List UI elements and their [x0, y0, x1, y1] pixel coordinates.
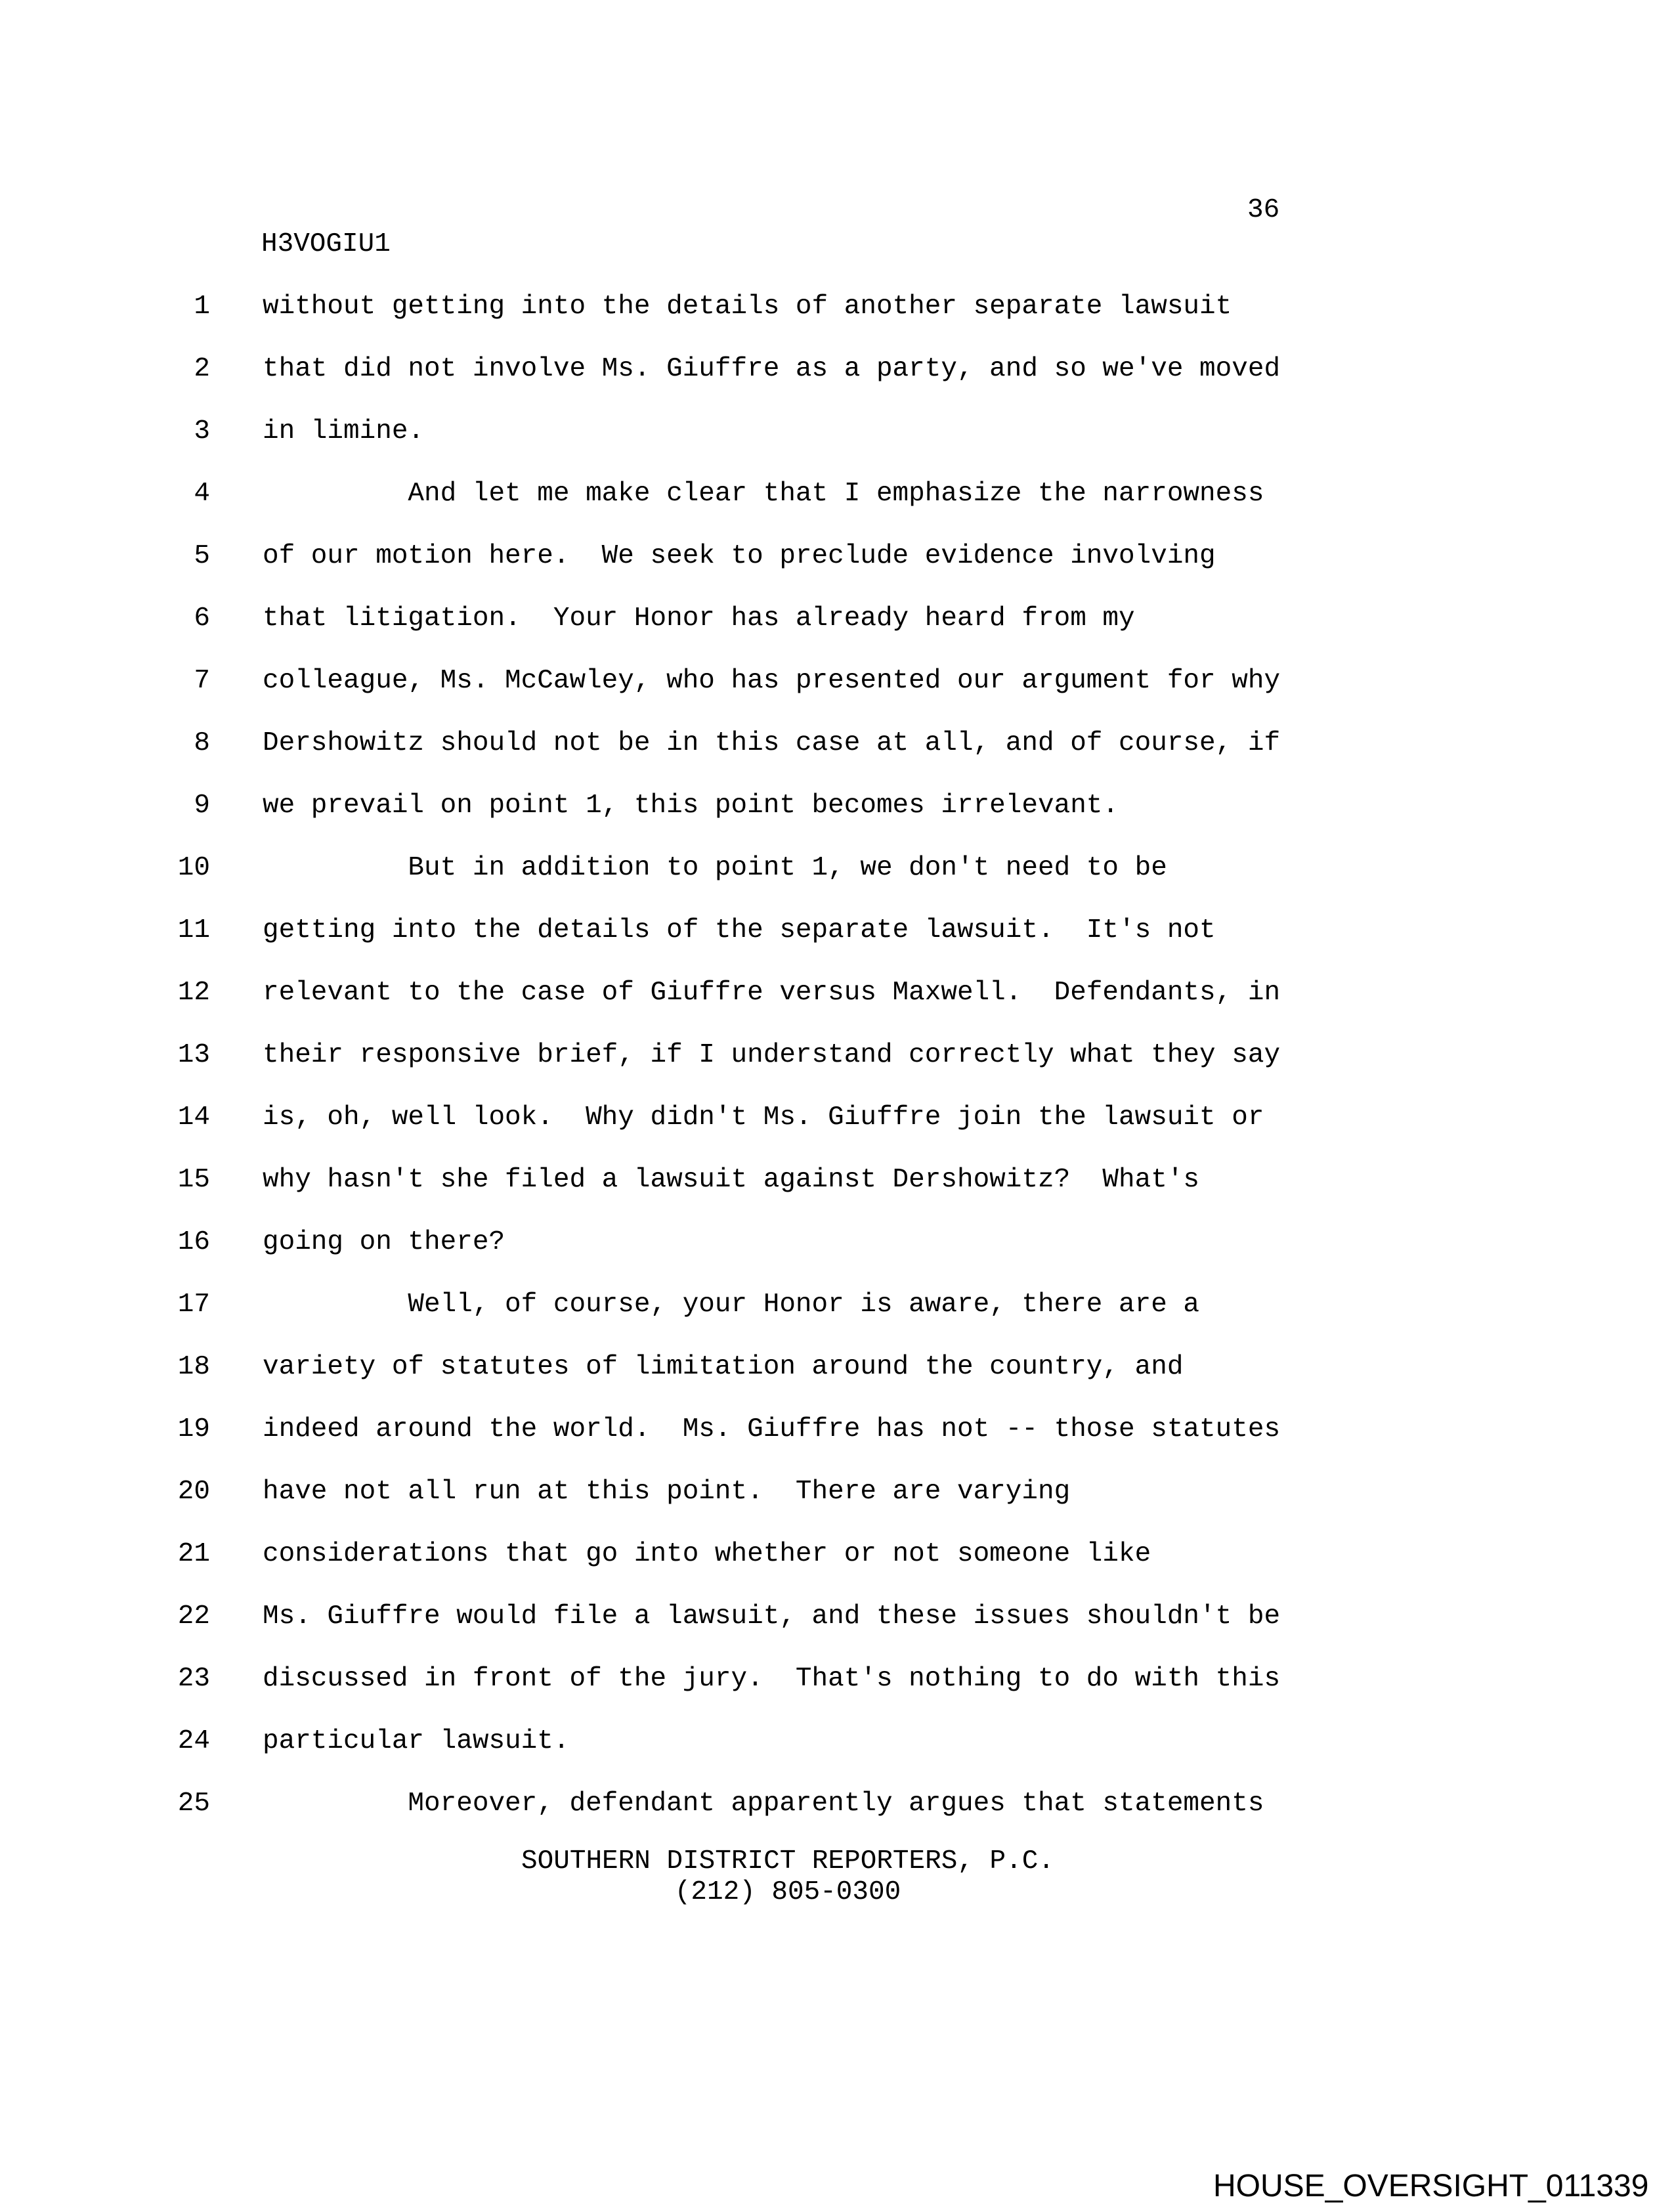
line-number: 10 [177, 853, 210, 883]
line-number: 16 [177, 1227, 210, 1257]
transcript-line [0, 712, 1674, 775]
transcript-line [0, 962, 1674, 1024]
line-number: 7 [194, 666, 210, 696]
line-number: 21 [177, 1539, 210, 1569]
line-text: variety of statutes of limitation around the country, and [263, 1352, 1184, 1382]
transcript-line [0, 650, 1674, 712]
line-number: 20 [177, 1477, 210, 1507]
transcript-line [0, 1274, 1674, 1336]
transcript-line [0, 900, 1674, 962]
line-number: 19 [177, 1414, 210, 1444]
transcript-header-id: H3VOGIU1 [261, 229, 391, 259]
line-number: 8 [194, 728, 210, 758]
line-text: discussed in front of the jury. That's nothing to do with this [263, 1664, 1281, 1694]
line-number: 9 [194, 791, 210, 821]
transcript-line [0, 1399, 1674, 1461]
line-number: 5 [194, 541, 210, 571]
transcript-line [0, 588, 1674, 650]
line-number: 22 [177, 1601, 210, 1632]
line-text: going on there? [263, 1227, 505, 1257]
line-number: 24 [177, 1726, 210, 1756]
transcript-line [0, 1523, 1674, 1586]
transcript-line [0, 1461, 1674, 1523]
line-number: 18 [177, 1352, 210, 1382]
transcript-line [0, 837, 1674, 900]
transcript-line [0, 775, 1674, 837]
line-text: And let me make clear that I emphasize the narrowness [263, 479, 1264, 509]
reporter-name: SOUTHERN DISTRICT REPORTERS, P.C. [521, 1846, 1054, 1876]
line-number: 15 [177, 1165, 210, 1195]
line-number: 14 [177, 1102, 210, 1133]
line-text: have not all run at this point. There are varying [263, 1477, 1071, 1507]
line-text: of our motion here. We seek to preclude evidence involving [263, 541, 1216, 571]
line-number: 12 [177, 978, 210, 1008]
transcript-line [0, 1648, 1674, 1710]
line-text: their responsive brief, if I understand correctly what they say [263, 1040, 1281, 1070]
line-text: indeed around the world. Ms. Giuffre has not -- those statutes [263, 1414, 1281, 1444]
line-number: 17 [177, 1290, 210, 1320]
transcript-line [0, 1149, 1674, 1211]
transcript-line [0, 1087, 1674, 1149]
line-text: without getting into the details of another separate lawsuit [263, 292, 1232, 322]
transcript-line [0, 276, 1674, 338]
transcript-line [0, 1211, 1674, 1274]
transcript-line [0, 1773, 1674, 1835]
line-number: 4 [194, 479, 210, 509]
transcript-line [0, 525, 1674, 588]
line-text: But in addition to point 1, we don't need to be [263, 853, 1167, 883]
line-text: Dershowitz should not be in this case at all, and of course, if [263, 728, 1281, 758]
page-number: 36 [1247, 195, 1280, 225]
reporter-phone: (212) 805-0300 [674, 1877, 901, 1907]
transcript-line [0, 1586, 1674, 1648]
line-number: 1 [194, 292, 210, 322]
transcript-line [0, 463, 1674, 525]
line-number: 6 [194, 603, 210, 634]
line-text: particular lawsuit. [263, 1726, 570, 1756]
line-text: Ms. Giuffre would file a lawsuit, and these issues shouldn't be [263, 1601, 1281, 1632]
line-text: why hasn't she filed a lawsuit against Dershowitz? What's [263, 1165, 1200, 1195]
line-number: 13 [177, 1040, 210, 1070]
transcript-line [0, 401, 1674, 463]
bates-stamp: HOUSE_OVERSIGHT_011339 [1213, 2169, 1649, 2203]
line-text: in limine. [263, 416, 425, 446]
reporter-footer [276, 1846, 1300, 1908]
line-text: that did not involve Ms. Giuffre as a party, and so we've moved [263, 354, 1281, 384]
line-text: Well, of course, your Honor is aware, there are a [263, 1290, 1200, 1320]
line-text: that litigation. Your Honor has already heard from my [263, 603, 1135, 634]
line-number: 3 [194, 416, 210, 446]
line-number: 23 [177, 1664, 210, 1694]
line-text: getting into the details of the separate lawsuit. It's not [263, 915, 1216, 945]
line-text: colleague, Ms. McCawley, who has presented our argument for why [263, 666, 1281, 696]
line-text: we prevail on point 1, this point becomes irrelevant. [263, 791, 1119, 821]
line-text: is, oh, well look. Why didn't Ms. Giuffre join the lawsuit or [263, 1102, 1264, 1133]
transcript-line [0, 1024, 1674, 1087]
transcript-line [0, 338, 1674, 401]
line-number: 2 [194, 354, 210, 384]
line-number: 25 [177, 1789, 210, 1819]
transcript-line [0, 1710, 1674, 1773]
transcript-line [0, 1336, 1674, 1399]
line-text: considerations that go into whether or not someone like [263, 1539, 1151, 1569]
line-text: Moreover, defendant apparently argues that statements [263, 1789, 1264, 1819]
line-text: relevant to the case of Giuffre versus Maxwell. Defendants, in [263, 978, 1281, 1008]
line-number: 11 [177, 915, 210, 945]
transcript-lines [0, 276, 1674, 1835]
